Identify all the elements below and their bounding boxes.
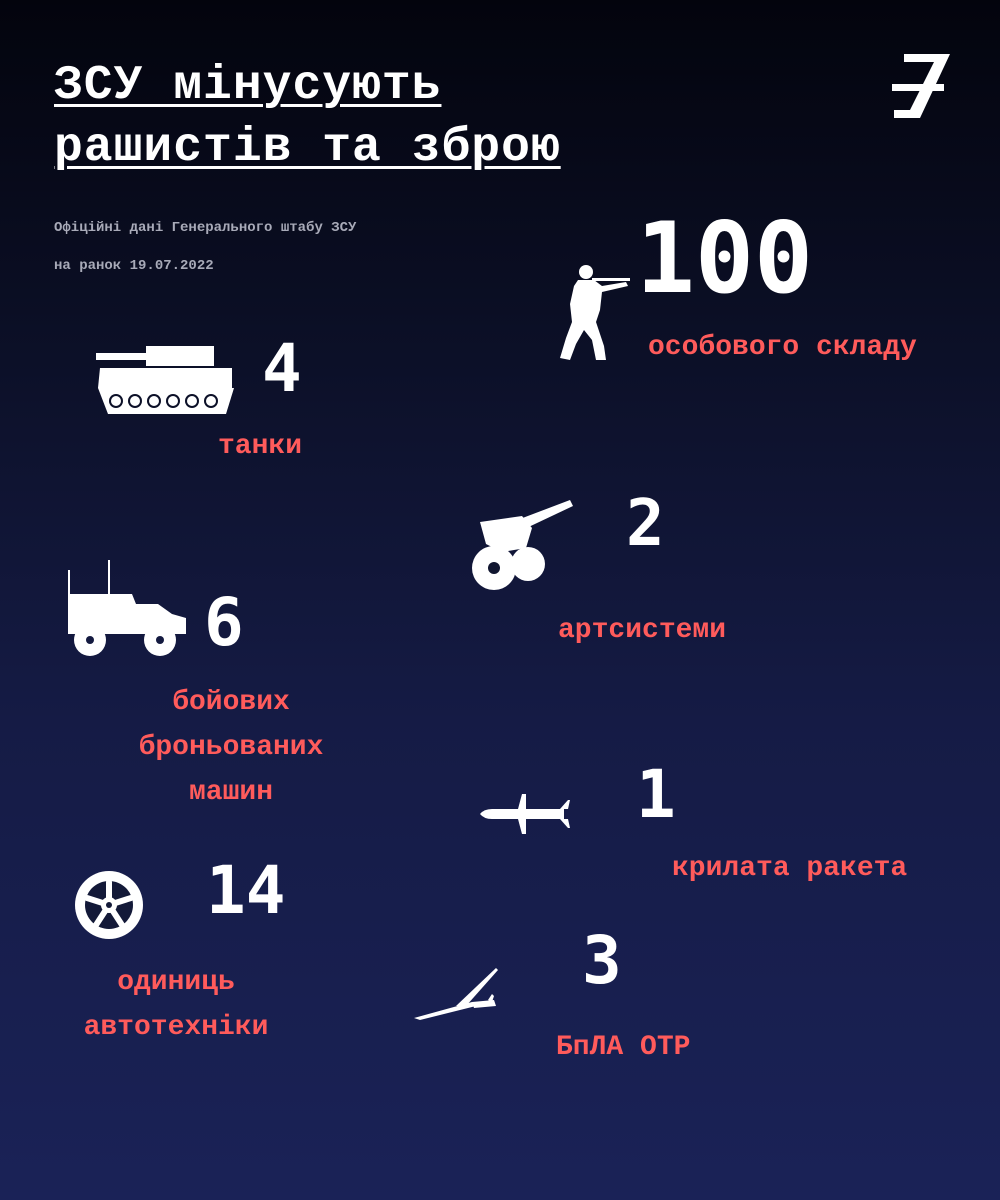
source-line-1: Офіційні дані Генерального штабу ЗСУ [54,220,357,236]
tanks-label: танки [218,431,303,462]
soldier-icon [556,264,630,364]
vehicles-label-line-2: автотехніки [83,1012,269,1043]
cruise-missile-icon [478,792,574,836]
vehicles-label [56,960,296,1050]
armored-vehicle-icon [62,558,190,658]
uav-value: 3 [582,922,622,999]
tanks-value: 4 [262,330,302,407]
source-line-2: на ранок 19.07.2022 [54,258,214,274]
artillery-icon [472,498,574,594]
missile-value: 1 [636,756,676,833]
vehicles-label-line-1: одиниць [117,967,235,998]
page-title [54,55,561,179]
wheel-icon [74,870,144,940]
tank-icon [94,344,236,416]
apv-label-line-2: броньованих [138,732,324,763]
zsu-z-logo-icon [890,48,956,124]
artillery-label: артсистеми [558,615,727,646]
title-line-2: рашистів та зброю [54,121,561,175]
personnel-value: 100 [636,202,814,316]
personnel-label: особового складу [648,332,917,363]
apv-label-line-1: бойових [172,687,290,718]
missile-label: крилата ракета [672,853,908,884]
apv-label [100,680,362,815]
artillery-value: 2 [626,487,665,561]
drone-icon [412,966,500,1022]
title-line-1: ЗСУ мінусують [54,59,442,113]
apv-label-line-3: машин [188,777,273,808]
vehicles-value: 14 [206,852,286,929]
uav-label: БпЛА ОТР [556,1032,691,1063]
apv-value: 6 [204,584,244,661]
